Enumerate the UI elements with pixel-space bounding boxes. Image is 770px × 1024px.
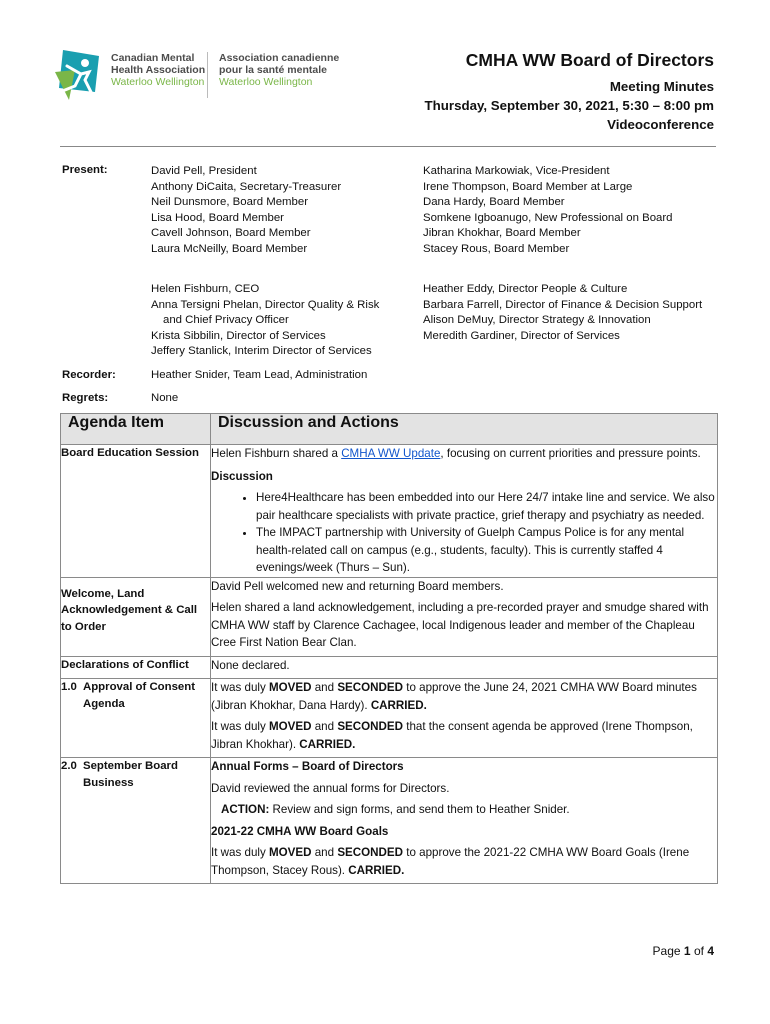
section-heading: 2021-22 CMHA WW Board Goals xyxy=(211,824,389,838)
list-item: • Here4Healthcare has been embedded into our Here 24/7 intake line and service. We also pair healthcare specialists with private practice, grief therapy and psychiatry as needed. xyxy=(256,489,717,524)
paragraph: David Pell welcomed new and returning Board members. xyxy=(211,579,504,593)
discussion-cell xyxy=(211,656,718,679)
section-heading: Annual Forms – Board of Directors xyxy=(211,760,404,773)
page-number: Page 1 of 4 xyxy=(652,944,714,958)
table-row xyxy=(61,758,718,884)
discussion-header: Discussion and Actions xyxy=(211,414,718,445)
regrets-value: None xyxy=(151,392,179,404)
agenda-item: Declarations of Conflict xyxy=(61,656,211,679)
attendee: Alison DeMuy, Director Strategy & Innovation xyxy=(423,314,651,327)
action-item: ACTION: Review and sign forms, and send them to Heather Snider. xyxy=(221,803,570,816)
item-number: 1.0 xyxy=(61,681,77,693)
attendee: Jeffery Stanlick, Interim Director of Services xyxy=(151,345,372,358)
item-number: 2.0 xyxy=(61,760,77,772)
attendee: Lisa Hood, Board Member xyxy=(151,211,284,224)
paragraph: Helen Fishburn shared a CMHA WW Update, focusing on current priorities and pressure points. xyxy=(211,447,701,460)
table-header-row xyxy=(61,414,718,445)
list-item: • The IMPACT partnership with University of Guelph Campus Police is for any mental health-related call on campus (e.g., students, faculty). This is currently staffed 4 evenings/week (Thurs – Sun). xyxy=(256,524,717,577)
attendee: Heather Eddy, Director People & Culture xyxy=(423,283,628,295)
staff-right xyxy=(423,282,702,344)
title-block xyxy=(425,50,714,134)
discussion-cell xyxy=(211,577,718,656)
agenda-item xyxy=(61,679,211,758)
attendee: Anthony DiCaita, Secretary-Treasurer xyxy=(151,180,342,193)
attendee: Katharina Markowiak, Vice-President xyxy=(423,165,610,177)
attendee: Jibran Khokhar, Board Member xyxy=(423,227,581,240)
logo-french: Association canadienne pour la santé mentale Waterloo Wellington xyxy=(219,52,340,88)
minutes-table xyxy=(60,413,718,884)
table-row xyxy=(61,679,718,758)
present-label: Present: xyxy=(62,164,108,176)
meeting-location: Videoconference xyxy=(607,117,714,132)
recorder-value: Heather Snider, Team Lead, Administration xyxy=(151,369,368,381)
paragraph: None declared. xyxy=(211,658,290,672)
attendee: Cavell Johnson, Board Member xyxy=(151,227,311,240)
cmha-figure-icon xyxy=(55,50,103,100)
logo-divider xyxy=(207,52,208,98)
attendee: David Pell, President xyxy=(151,165,257,177)
agenda-item xyxy=(61,758,211,884)
attendee: Laura McNeilly, Board Member xyxy=(151,242,308,255)
attendee: Meredith Gardiner, Director of Services xyxy=(423,329,620,342)
discussion-cell xyxy=(211,445,718,578)
staff-left xyxy=(151,282,379,360)
cmha-logo xyxy=(55,50,355,100)
paragraph: Helen shared a land acknowledgement, including a pre-recorded prayer and smudge shared with CMHA WW staff by Clarence Cachagee, local Indigenous leader and member of the Chapleau Cree First Nation Bear Clan. xyxy=(211,601,709,649)
attendee: Somkene Igboanugo, New Professional on Board xyxy=(423,211,673,224)
board-members-right xyxy=(423,164,673,258)
meeting-datetime: Thursday, September 30, 2021, 5:30 – 8:00 pm xyxy=(424,98,714,113)
paragraph: It was duly MOVED and SECONDED that the consent agenda be approved (Irene Thompson, Jibran Khokhar). CARRIED. xyxy=(211,720,693,751)
discussion-bullets xyxy=(211,489,717,577)
attendee: Krista Sibbilin, Director of Services xyxy=(151,329,326,342)
agenda-item: Welcome, Land Acknowledgement & Call to Order xyxy=(61,577,211,656)
attendee: Stacey Rous, Board Member xyxy=(423,242,570,255)
table-row xyxy=(61,445,718,578)
paragraph: It was duly MOVED and SECONDED to approve the 2021-22 CMHA WW Board Goals (Irene Thompson, Stacey Rous). CARRIED. xyxy=(211,846,690,877)
attendee: Irene Thompson, Board Member at Large xyxy=(423,180,633,193)
board-members-left xyxy=(151,164,341,258)
discussion-heading: Discussion xyxy=(211,469,273,483)
attendee: Dana Hardy, Board Member xyxy=(423,196,565,209)
paragraph: It was duly MOVED and SECONDED to approve the June 24, 2021 CMHA WW Board minutes (Jibran Khokhar, Dana Hardy). CARRIED. xyxy=(211,681,697,712)
recorder-label: Recorder: xyxy=(62,369,116,381)
discussion-cell xyxy=(211,679,718,758)
document-title: CMHA WW Board of Directors xyxy=(465,50,714,70)
cmha-ww-update-link[interactable]: CMHA WW Update xyxy=(341,447,441,460)
regrets-label: Regrets: xyxy=(62,392,109,404)
attendee: Helen Fishburn, CEO xyxy=(151,283,260,295)
item-title: September Board Business xyxy=(83,760,178,789)
table-row xyxy=(61,656,718,679)
item-title: Approval of Consent Agenda xyxy=(83,681,196,710)
attendee-continued: and Chief Privacy Officer xyxy=(163,314,289,327)
agenda-item: Board Education Session xyxy=(61,445,211,578)
agenda-item-header: Agenda Item xyxy=(61,414,211,445)
attendee: Neil Dunsmore, Board Member xyxy=(151,196,308,209)
discussion-cell xyxy=(211,758,718,884)
attendee: Barbara Farrell, Director of Finance & Decision Support xyxy=(423,298,703,311)
table-row xyxy=(61,577,718,656)
attendee: Anna Tersigni Phelan, Director Quality & Risk xyxy=(151,298,380,311)
logo-english: Canadian Mental Health Association Waterloo Wellington xyxy=(111,52,206,88)
header-rule xyxy=(60,146,716,147)
paragraph: David reviewed the annual forms for Directors. xyxy=(211,781,450,795)
document-subtitle: Meeting Minutes xyxy=(609,79,714,94)
